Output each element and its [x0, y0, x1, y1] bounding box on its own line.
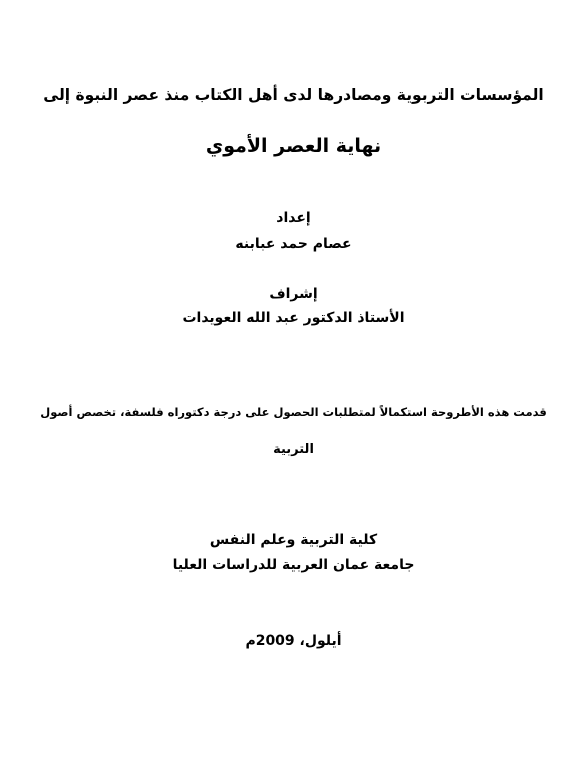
- college-name: كلية التربية وعلم النفس: [209, 532, 378, 548]
- preparation-label: إعداد: [276, 210, 311, 226]
- thesis-title-line-1: المؤسسات التربوية ومصادرها لدى أهل الكتاب منذ عصر النبوة إلى: [43, 86, 544, 104]
- submission-date: أيلول، 2009م: [245, 633, 342, 649]
- submission-statement-line-1: قدمت هذه الأطروحة استكمالاً لمتطلبات الحصول على درجة دكتوراه فلسفة، تخصص أصول: [40, 405, 547, 419]
- thesis-title-line-2: نهاية العصر الأموي: [205, 135, 382, 157]
- submission-statement-line-2: التربية: [273, 442, 314, 457]
- supervisor-name: الأستاذ الدكتور عبد الله العويدات: [182, 310, 405, 326]
- author-name: عصام حمد عبابنه: [235, 236, 352, 252]
- university-name: جامعة عمان العربية للدراسات العليا: [172, 557, 415, 573]
- supervision-label: إشراف: [269, 286, 318, 302]
